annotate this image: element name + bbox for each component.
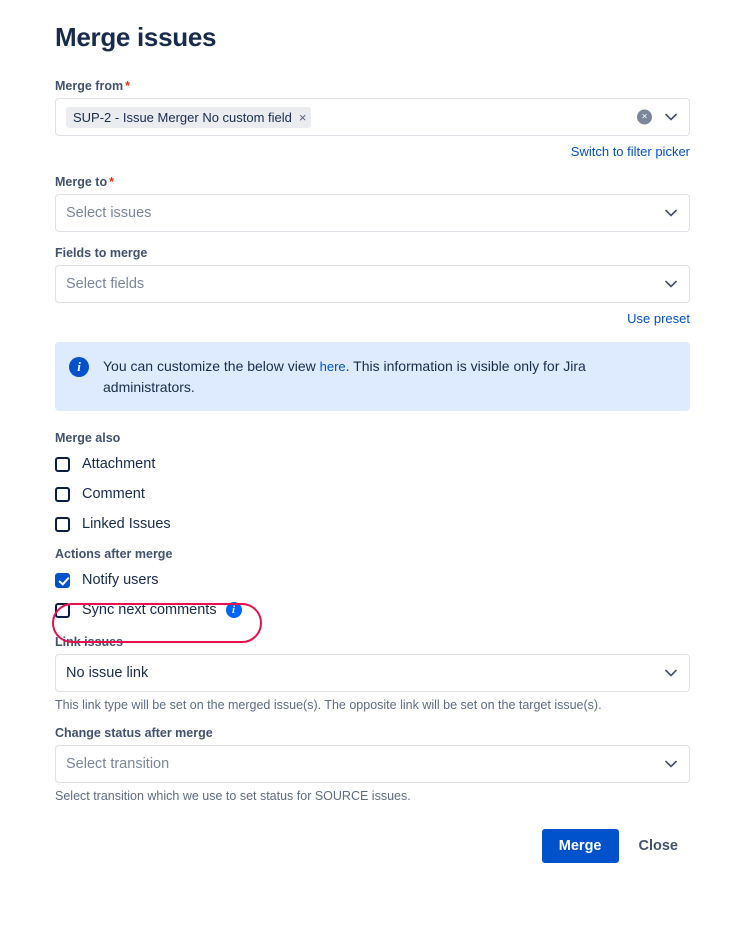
fields-to-merge-label: Fields to merge: [55, 246, 148, 260]
close-button[interactable]: Close: [627, 829, 691, 863]
link-issues-select[interactable]: [55, 654, 690, 692]
page-title: Merge issues: [55, 22, 217, 52]
change-status-placeholder: Select transition: [66, 756, 170, 772]
change-status-group: [55, 726, 690, 803]
merge-to-group: [55, 175, 690, 232]
use-preset-wrap: [55, 310, 690, 328]
customize-view-link[interactable]: here: [319, 359, 346, 374]
link-issues-group: [55, 635, 690, 712]
selected-issue-label: SUP-2 - Issue Merger No custom field: [73, 109, 292, 125]
merge-to-select[interactable]: [55, 194, 690, 232]
change-status-label: Change status after merge: [55, 726, 213, 740]
dialog-footer: [55, 829, 690, 863]
info-icon: i: [69, 357, 89, 377]
attachment-checkbox[interactable]: [55, 457, 70, 472]
merge-button[interactable]: Merge: [542, 829, 619, 863]
fields-to-merge-group: [55, 246, 690, 328]
notify-users-checkbox[interactable]: [55, 573, 70, 588]
info-banner-text: [103, 356, 623, 397]
change-status-helper: Select transition which we use to set status for SOURCE issues.: [55, 789, 411, 803]
info-text-before: You can customize the below view: [103, 358, 320, 374]
fields-to-merge-placeholder: Select fields: [66, 276, 145, 292]
merge-also-label: Merge also: [55, 431, 121, 445]
fields-to-merge-select[interactable]: [55, 265, 690, 303]
merge-from-label: Merge from *: [55, 79, 130, 93]
sync-next-comments-label: Sync next comments: [82, 602, 217, 618]
merge-from-group: [55, 79, 690, 161]
info-icon[interactable]: i: [226, 602, 242, 618]
selected-issue-chip: [66, 107, 311, 128]
chevron-down-icon[interactable]: [664, 666, 678, 680]
chevron-down-icon[interactable]: [664, 110, 678, 124]
switch-to-filter-picker-link[interactable]: Switch to filter picker: [570, 144, 690, 159]
checkbox-row-sync-next-comments[interactable]: [55, 601, 690, 619]
link-issues-label: Link issues: [55, 635, 124, 649]
use-preset-link[interactable]: Use preset: [627, 311, 690, 326]
notify-users-label: Notify users: [82, 572, 159, 588]
linked-issues-label: Linked Issues: [82, 516, 171, 532]
merge-to-placeholder: Select issues: [66, 205, 152, 221]
linked-issues-checkbox[interactable]: [55, 517, 70, 532]
switch-to-filter-picker-wrap: [55, 143, 690, 161]
remove-chip-icon[interactable]: ×: [298, 109, 307, 125]
link-issues-value: No issue link: [66, 665, 149, 681]
clear-icon[interactable]: ×: [637, 110, 652, 125]
chevron-down-icon[interactable]: [664, 757, 678, 771]
info-text-after: . This information is visible only for Jira administrators.: [103, 358, 586, 395]
actions-after-merge-label: Actions after merge: [55, 547, 173, 561]
sync-next-comments-checkbox[interactable]: [55, 603, 70, 618]
required-marker: *: [109, 175, 114, 189]
change-status-select[interactable]: [55, 745, 690, 783]
chevron-down-icon[interactable]: [664, 206, 678, 220]
required-marker: *: [125, 79, 130, 93]
comment-label: Comment: [82, 486, 145, 502]
info-banner: [55, 342, 690, 411]
checkbox-row-notify-users[interactable]: [55, 571, 690, 589]
merge-from-select[interactable]: [55, 98, 690, 136]
checkbox-row-linked-issues[interactable]: [55, 515, 690, 533]
checkbox-row-attachment[interactable]: [55, 455, 690, 473]
merge-to-label: Merge to *: [55, 175, 114, 189]
checkbox-row-comment[interactable]: [55, 485, 690, 503]
link-issues-helper: This link type will be set on the merged issue(s). The opposite link will be set on the target issue(s).: [55, 698, 602, 712]
comment-checkbox[interactable]: [55, 487, 70, 502]
attachment-label: Attachment: [82, 456, 156, 472]
chevron-down-icon[interactable]: [664, 277, 678, 291]
